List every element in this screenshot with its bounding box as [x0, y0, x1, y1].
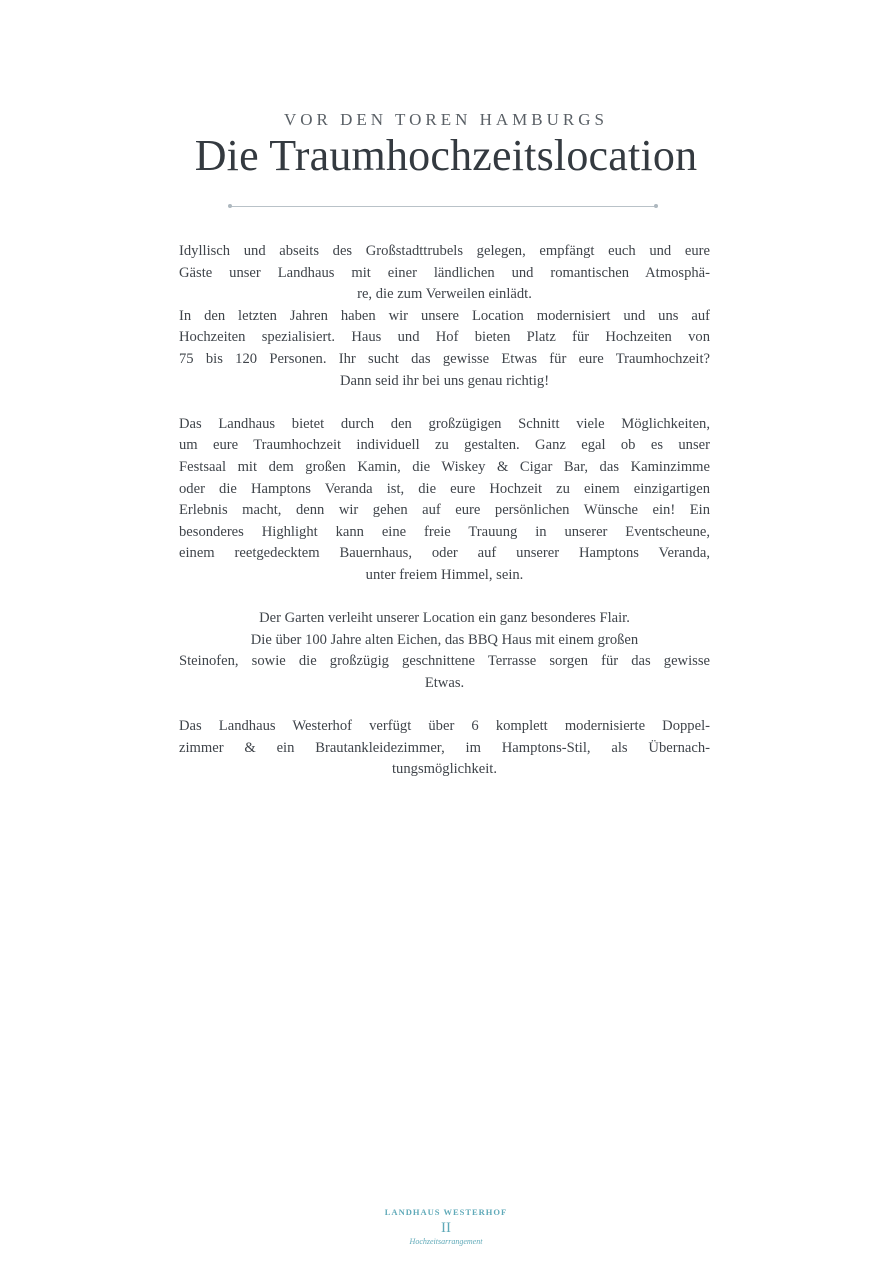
paragraph-line: re, die zum Verweilen einlädt. — [357, 286, 532, 303]
paragraph-line: Erlebnis macht, denn wir gehen auf eure persönlichen Wünsche ein! Ein — [179, 502, 710, 519]
body-paragraph — [179, 716, 710, 781]
paragraph-line: tungsmöglichkeit. — [392, 761, 497, 778]
paragraph-line: Die über 100 Jahre alten Eichen, das BBQ Haus mit einem großen — [250, 631, 639, 648]
page-kicker: VOR DEN TOREN HAMBURGS — [284, 110, 608, 129]
paragraph-line: unter freiem Himmel, sein. — [365, 566, 524, 583]
body-text — [179, 241, 710, 802]
title-divider — [230, 206, 656, 207]
paragraph-line: besonderes Highlight kann eine freie Trauung in unserer Eventscheune, — [179, 523, 710, 540]
paragraph-line: 75 bis 120 Personen. Ihr sucht das gewisse Etwas für eure Traumhochzeit? — [179, 350, 710, 367]
paragraph-line: Gäste unser Landhaus mit einer ländlichen und romantischen Atmosphä- — [179, 264, 710, 281]
paragraph-line: Hochzeiten spezialisiert. Haus und Hof bieten Platz für Hochzeiten von — [179, 329, 710, 346]
paragraph-line: einem reetgedecktem Bauernhaus, oder auf unserer Hamptons Veranda, — [179, 545, 710, 562]
paragraph-line: Das Landhaus Westerhof verfügt über 6 komplett modernisierte Doppel- — [179, 718, 710, 735]
paragraph-line: Idyllisch und abseits des Großstadttrubels gelegen, empfängt euch und eure — [179, 243, 710, 259]
paragraph-line: Der Garten verleiht unserer Location ein ganz besonderes Flair. — [259, 610, 630, 627]
page-title: Die Traumhochzeitslocation — [194, 131, 698, 180]
paragraph-line: Etwas. — [424, 674, 465, 691]
divider-dot-right — [654, 204, 658, 208]
divider-dot-left — [228, 204, 232, 208]
body-paragraph — [179, 241, 710, 392]
paragraph-line: zimmer & ein Brautankleidezimmer, im Hamptons-Stil, als Übernach- — [179, 739, 710, 756]
paragraph-line: Steinofen, sowie die großzügig geschnittene Terrasse sorgen für das gewisse — [179, 653, 710, 670]
paragraph-line: oder die Hamptons Veranda ist, die eure Hochzeit zu einem einzigartigen — [179, 480, 710, 497]
paragraph-line: Festsaal mit dem großen Kamin, die Wiskey & Cigar Bar, das Kaminzimme — [179, 458, 710, 475]
body-paragraph — [179, 414, 710, 587]
paragraph-line: Das Landhaus bietet durch den großzügigen Schnitt viele Möglichkeiten, — [179, 415, 710, 432]
page-footer — [0, 1206, 892, 1247]
paragraph-line: In den letzten Jahren haben wir unsere Location modernisiert und uns auf — [179, 307, 710, 324]
paragraph-line: Dann seid ihr bei uns genau richtig! — [339, 372, 550, 389]
footer-page-number: II — [441, 1220, 451, 1236]
footer-subtitle: Hochzeitsarrangement — [409, 1237, 483, 1246]
footer-brand: LANDHAUS WESTERHOF — [384, 1207, 508, 1217]
paragraph-line: um eure Traumhochzeit individuell zu gestalten. Ganz egal ob es unser — [179, 437, 710, 454]
body-paragraph — [179, 608, 710, 694]
